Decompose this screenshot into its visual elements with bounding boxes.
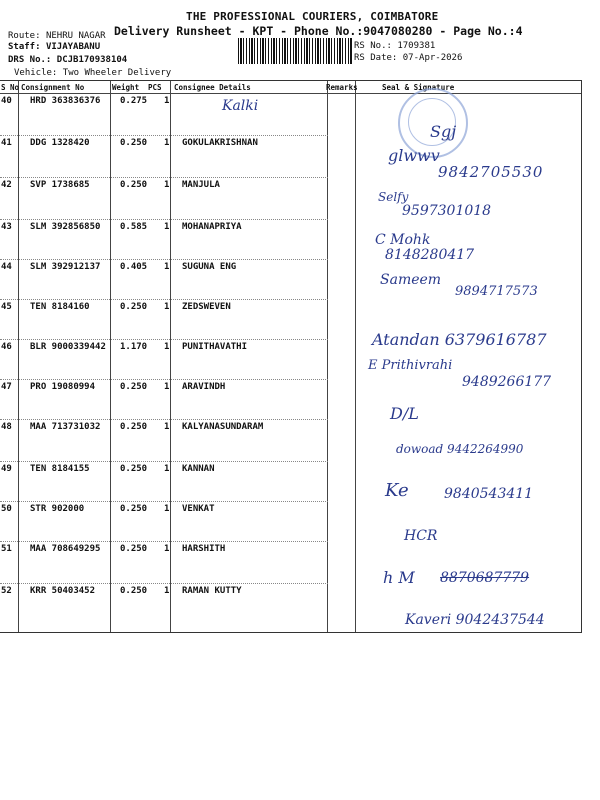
rs-date: RS Date: 07-Apr-2026 — [354, 53, 463, 63]
company-title: THE PROFESSIONAL COURIERS, COIMBATORE — [186, 10, 439, 23]
row-consignee: KANNAN — [182, 464, 215, 474]
vehicle-line: Vehicle: Two Wheeler Delivery — [14, 68, 172, 78]
row-sno: 44 — [1, 262, 12, 272]
row-weight: 0.250 — [120, 422, 148, 432]
phone-43: 8148280417 — [385, 247, 475, 263]
row-consignee: GOKULAKRISHNAN — [182, 138, 258, 148]
row-sno: 42 — [1, 180, 12, 190]
row-consignee: RAMAN KUTTY — [182, 586, 242, 596]
row-pcs: 1 — [164, 302, 170, 312]
signature-46: Atandan 6379616787 — [372, 330, 547, 349]
row-pcs: 1 — [164, 586, 170, 596]
row-weight: 0.405 — [120, 262, 148, 272]
row-weight: 0.250 — [120, 464, 148, 474]
signature-40: Sgj — [430, 122, 457, 141]
row-consignment: KRR 50403452 — [30, 586, 96, 596]
row-pcs: 1 — [164, 382, 170, 392]
signature-50: Ke — [385, 480, 409, 501]
row-weight: 0.275 — [120, 96, 148, 106]
signature-51: HCR — [404, 528, 438, 544]
row-consignment: STR 902000 — [30, 504, 85, 514]
signature-48: D/L — [390, 404, 419, 423]
row-consignment: SVP 1738685 — [30, 180, 90, 190]
drs-line: DRS No.: DCJB170938104 — [8, 55, 128, 65]
row-sno: 47 — [1, 382, 12, 392]
row-weight: 0.250 — [120, 504, 148, 514]
row-consignee: VENKAT — [182, 504, 215, 514]
table-row — [0, 222, 581, 234]
row-pcs: 1 — [164, 422, 170, 432]
phone-42: 9597301018 — [402, 203, 492, 219]
row-divider — [0, 177, 328, 178]
col-weight: Weight — [112, 83, 140, 92]
row-consignee: MOHANAPRIYA — [182, 222, 242, 232]
row-divider — [0, 541, 328, 542]
vehicle-value: Two Wheeler Delivery — [62, 68, 172, 78]
signature-44: Sameem — [380, 272, 442, 288]
phone-41: 9842705530 — [438, 163, 544, 181]
phone-52a: 8870687779 — [440, 570, 530, 586]
signature-49: dowoad 9442264990 — [396, 442, 524, 456]
col-consignment: Consignment No — [21, 83, 85, 92]
row-divider — [0, 259, 328, 260]
row-sno: 49 — [1, 464, 12, 474]
col-consignee: Consignee Details — [174, 83, 251, 92]
row-sno: 50 — [1, 504, 12, 514]
row-divider — [0, 379, 328, 380]
signature-52a: h M — [383, 568, 415, 587]
table-row — [0, 302, 581, 314]
col-seal: Seal & Signature — [382, 83, 455, 92]
row-sno: 46 — [1, 342, 12, 352]
row-divider — [0, 461, 328, 462]
table-header — [0, 81, 581, 94]
row-consignment: SLM 392856850 — [30, 222, 101, 232]
row-sno: 43 — [1, 222, 12, 232]
row-pcs: 1 — [164, 138, 170, 148]
rs-number: RS No.: 1709381 — [354, 41, 436, 51]
signature-kalki: Kalki — [222, 98, 259, 114]
row-divider — [0, 419, 328, 420]
signature-43: C Mohk — [375, 232, 431, 248]
row-sno: 52 — [1, 586, 12, 596]
row-consignee: ZEDSWEVEN — [182, 302, 231, 312]
phone-44: 9894717573 — [455, 284, 538, 299]
row-divider — [0, 299, 328, 300]
row-weight: 0.250 — [120, 138, 148, 148]
row-consignment: SLM 392912137 — [30, 262, 101, 272]
table-row — [0, 262, 581, 274]
row-consignment: BLR 9000339442 — [30, 342, 106, 352]
signature-41: glwwv — [388, 146, 440, 165]
row-divider — [0, 583, 328, 584]
route-line: Route: NEHRU NAGAR — [8, 31, 106, 41]
row-pcs: 1 — [164, 342, 170, 352]
row-pcs: 1 — [164, 96, 170, 106]
row-weight: 0.250 — [120, 586, 148, 596]
table-row — [0, 586, 581, 598]
row-sno: 51 — [1, 544, 12, 554]
table-row — [0, 464, 581, 476]
row-divider — [0, 339, 328, 340]
drs-value: DCJB170938104 — [56, 55, 128, 65]
row-consignment: PRO 19080994 — [30, 382, 96, 392]
row-pcs: 1 — [164, 464, 170, 474]
row-sno: 40 — [1, 96, 12, 106]
row-sno: 41 — [1, 138, 12, 148]
row-weight: 0.250 — [120, 180, 148, 190]
table-row — [0, 138, 581, 150]
row-consignee: KALYANASUNDARAM — [182, 422, 264, 432]
signature-47: E Prithivrahi — [368, 358, 453, 373]
signature-42: Selfy — [378, 190, 409, 204]
row-consignment: DDG 1328420 — [30, 138, 90, 148]
row-consignment: MAA 713731032 — [30, 422, 101, 432]
row-consignee: MANJULA — [182, 180, 220, 190]
phone-50: 9840543411 — [444, 486, 534, 502]
col-remarks: Remarks — [326, 83, 358, 92]
staff-value: VIJAYABANU — [45, 42, 101, 52]
row-sno: 45 — [1, 302, 12, 312]
row-pcs: 1 — [164, 504, 170, 514]
row-weight: 0.585 — [120, 222, 148, 232]
row-consignment: TEN 8184155 — [30, 464, 90, 474]
row-consignee: ARAVINDH — [182, 382, 226, 392]
row-divider — [0, 501, 328, 502]
row-pcs: 1 — [164, 222, 170, 232]
row-weight: 1.170 — [120, 342, 148, 352]
row-divider — [0, 135, 328, 136]
row-pcs: 1 — [164, 262, 170, 272]
route-value: NEHRU NAGAR — [45, 31, 106, 41]
row-sno: 48 — [1, 422, 12, 432]
row-weight: 0.250 — [120, 382, 148, 392]
barcode — [238, 38, 352, 64]
runsheet-title: Delivery Runsheet - KPT - Phone No.:9047080280 - Page No.:4 — [114, 24, 523, 38]
row-consignee: PUNITHAVATHI — [182, 342, 248, 352]
table-row — [0, 96, 581, 108]
table-row — [0, 180, 581, 192]
row-weight: 0.250 — [120, 302, 148, 312]
row-weight: 0.250 — [120, 544, 148, 554]
phone-47: 9489266177 — [462, 374, 552, 390]
table-row — [0, 422, 581, 434]
row-consignee: HARSHITH — [182, 544, 226, 554]
row-pcs: 1 — [164, 544, 170, 554]
signature-52: Kaveri 9042437544 — [405, 612, 545, 628]
row-consignment: HRD 363836376 — [30, 96, 101, 106]
row-consignee: SUGUNA ENG — [182, 262, 237, 272]
col-sno: S No — [1, 83, 20, 92]
staff-line: Staff: VIJAYABANU — [8, 42, 101, 52]
row-pcs: 1 — [164, 180, 170, 190]
table-row — [0, 544, 581, 556]
row-consignment: MAA 708649295 — [30, 544, 101, 554]
table-row — [0, 504, 581, 516]
row-divider — [0, 219, 328, 220]
col-pcs: PCS — [148, 83, 162, 92]
row-consignment: TEN 8184160 — [30, 302, 90, 312]
